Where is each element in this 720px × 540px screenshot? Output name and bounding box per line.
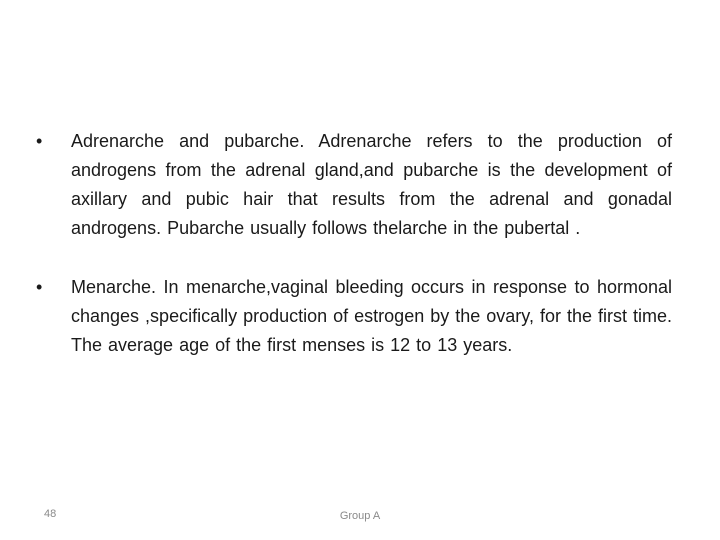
bullet-marker-icon: • [36, 277, 43, 297]
bullet-item-menarche [36, 273, 672, 360]
bullet-text: Menarche. In menarche,vaginal bleeding occurs in response to hormonal changes ,specifically production of estrogen by the ovary, for the first time. The average age of the first menses is 12 to 13 years. [71, 277, 672, 355]
bullet-list [36, 127, 672, 360]
bullet-item-adrenarche [36, 127, 672, 243]
bullet-marker-icon: • [36, 131, 43, 151]
slide-number: 48 [44, 508, 57, 520]
bullet-text: Adrenarche and pubarche. Adrenarche refers to the production of androgens from the adrenal gland,and pubarche is the development of axillary and pubic hair that results from the adrenal and gonadal androgens. Pubarche usually follows thelarche in the pubertal . [71, 131, 672, 238]
footer-text: Group A [339, 510, 381, 522]
